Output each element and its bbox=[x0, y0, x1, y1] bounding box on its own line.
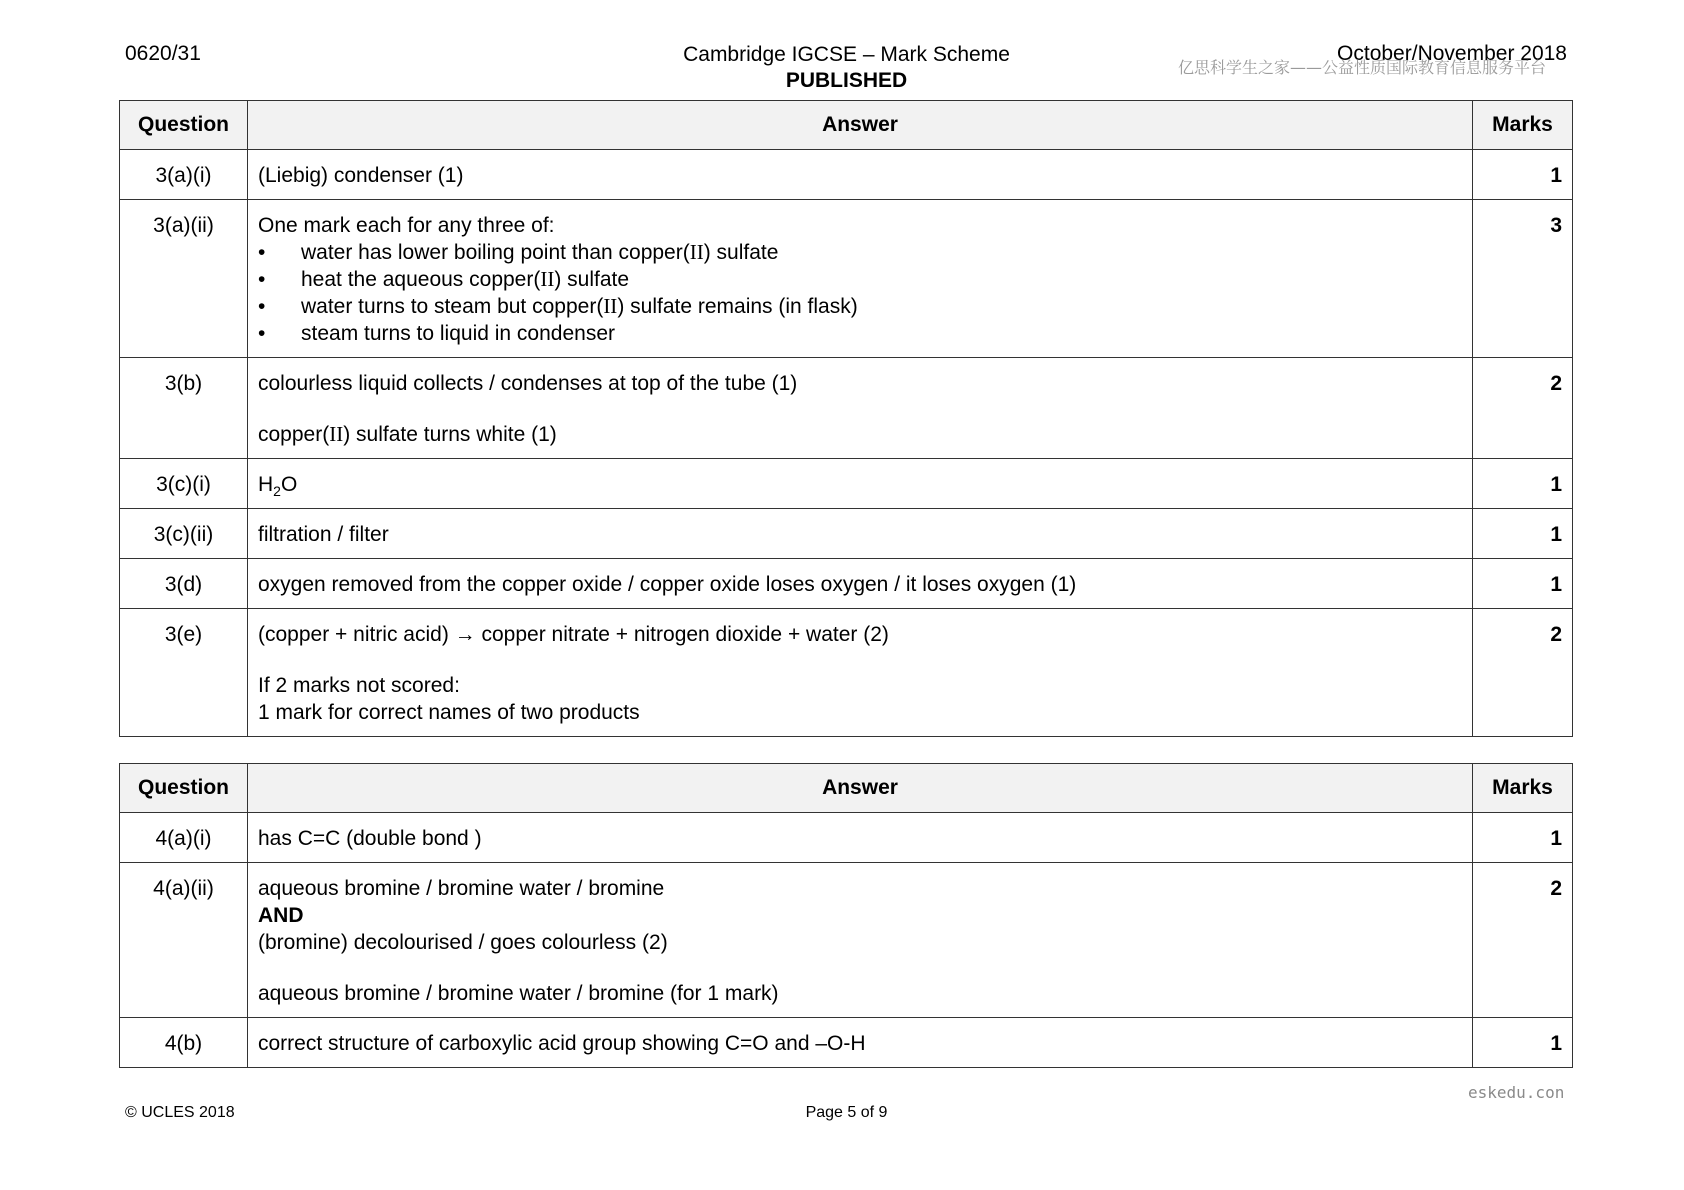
answer-line: AND bbox=[258, 904, 304, 927]
bullet-icon: • bbox=[258, 268, 266, 291]
answer-cell bbox=[248, 200, 1473, 358]
question-cell: 3(a)(ii) bbox=[120, 200, 248, 358]
table-row bbox=[120, 813, 1573, 863]
exam-session: October/November 2018 bbox=[1337, 42, 1567, 65]
page-number: Page 5 of 9 bbox=[805, 1104, 888, 1121]
answer-intro: One mark each for any three of: bbox=[258, 214, 555, 237]
answer-bullet: • water has lower boiling point than copper(II) sulfate bbox=[258, 240, 779, 264]
marks-cell: 1 bbox=[1473, 150, 1573, 200]
answer-cell: filtration / filter bbox=[248, 509, 1473, 559]
marks-column-header: Marks bbox=[1473, 764, 1573, 813]
answer-cell bbox=[248, 863, 1473, 1018]
question-column-header: Question bbox=[120, 101, 248, 150]
marks-cell: 1 bbox=[1473, 559, 1573, 609]
marks-cell: 1 bbox=[1473, 813, 1573, 863]
answer-bullet: • steam turns to liquid in condenser bbox=[258, 322, 616, 345]
site-watermark: eskedu.con bbox=[1468, 1083, 1565, 1102]
mark-scheme-table-q3 bbox=[119, 100, 1573, 737]
answer-cell: oxygen removed from the copper oxide / copper oxide loses oxygen / it loses oxygen (1) bbox=[248, 559, 1473, 609]
answer-bullet: • heat the aqueous copper(II) sulfate bbox=[258, 267, 630, 291]
table-row bbox=[120, 559, 1573, 609]
question-cell: 4(b) bbox=[120, 1018, 248, 1068]
marks-cell: 3 bbox=[1473, 200, 1573, 358]
table-header-row bbox=[120, 764, 1573, 813]
answer-cell: has C=C (double bond ) bbox=[248, 813, 1473, 863]
answer-cell bbox=[248, 358, 1473, 459]
copyright-notice: © UCLES 2018 bbox=[125, 1104, 235, 1121]
answer-line: 1 mark for correct names of two products bbox=[258, 701, 640, 724]
answer-cell bbox=[248, 609, 1473, 737]
document-header bbox=[600, 42, 1093, 94]
question-cell: 3(c)(i) bbox=[120, 459, 248, 509]
table-row bbox=[120, 609, 1573, 737]
table-row bbox=[120, 509, 1573, 559]
document-title: Cambridge IGCSE – Mark Scheme bbox=[683, 43, 1010, 66]
table-row bbox=[120, 459, 1573, 509]
marks-cell: 1 bbox=[1473, 459, 1573, 509]
table-row bbox=[120, 150, 1573, 200]
watermark-text: 亿思科学生之家——公益性质国际教育信息服务平台 bbox=[1178, 58, 1547, 77]
answer-cell: correct structure of carboxylic acid group showing C=O and –O-H bbox=[248, 1018, 1473, 1068]
answer-cell: $H_2O$ bbox=[248, 459, 1473, 509]
question-cell: 4(a)(ii) bbox=[120, 863, 248, 1018]
marks-cell: 2 bbox=[1473, 358, 1573, 459]
published-label: PUBLISHED bbox=[785, 69, 908, 92]
marks-column-header: Marks bbox=[1473, 101, 1573, 150]
answer-line: If 2 marks not scored: bbox=[258, 674, 460, 697]
table-row bbox=[120, 1018, 1573, 1068]
answer-line: colourless liquid collects / condenses at top of the tube (1) bbox=[258, 372, 798, 395]
question-cell: 3(a)(i) bbox=[120, 150, 248, 200]
marks-cell: 1 bbox=[1473, 509, 1573, 559]
paper-code: 0620/31 bbox=[125, 42, 201, 65]
question-cell: 3(b) bbox=[120, 358, 248, 459]
answer-line: aqueous bromine / bromine water / bromine (for 1 mark) bbox=[258, 982, 779, 1005]
marks-cell: 2 bbox=[1473, 609, 1573, 737]
table-row bbox=[120, 863, 1573, 1018]
answer-column-header: Answer bbox=[248, 101, 1473, 150]
mark-scheme-table-q4 bbox=[119, 763, 1573, 1068]
bullet-icon: • bbox=[258, 295, 266, 318]
question-cell: 4(a)(i) bbox=[120, 813, 248, 863]
table-row bbox=[120, 200, 1573, 358]
marks-cell: 1 bbox=[1473, 1018, 1573, 1068]
answer-line: copper(II) sulfate turns white (1) bbox=[258, 422, 557, 446]
answer-line: aqueous bromine / bromine water / bromine bbox=[258, 877, 665, 900]
table-header-row bbox=[120, 101, 1573, 150]
answer-line: (bromine) decolourised / goes colourless (2) bbox=[258, 931, 668, 954]
bullet-icon: • bbox=[258, 241, 266, 264]
answer-column-header: Answer bbox=[248, 764, 1473, 813]
table-row bbox=[120, 358, 1573, 459]
question-cell: 3(c)(ii) bbox=[120, 509, 248, 559]
question-cell: 3(e) bbox=[120, 609, 248, 737]
answer-bullet: • water turns to steam but copper(II) sulfate remains (in flask) bbox=[258, 294, 858, 318]
marks-cell: 2 bbox=[1473, 863, 1573, 1018]
question-cell: 3(d) bbox=[120, 559, 248, 609]
answer-line: (copper + nitric acid) → copper nitrate + nitrogen dioxide + water (2) bbox=[258, 623, 889, 646]
bullet-icon: • bbox=[258, 322, 266, 345]
answer-cell: (Liebig) condenser (1) bbox=[248, 150, 1473, 200]
question-column-header: Question bbox=[120, 764, 248, 813]
